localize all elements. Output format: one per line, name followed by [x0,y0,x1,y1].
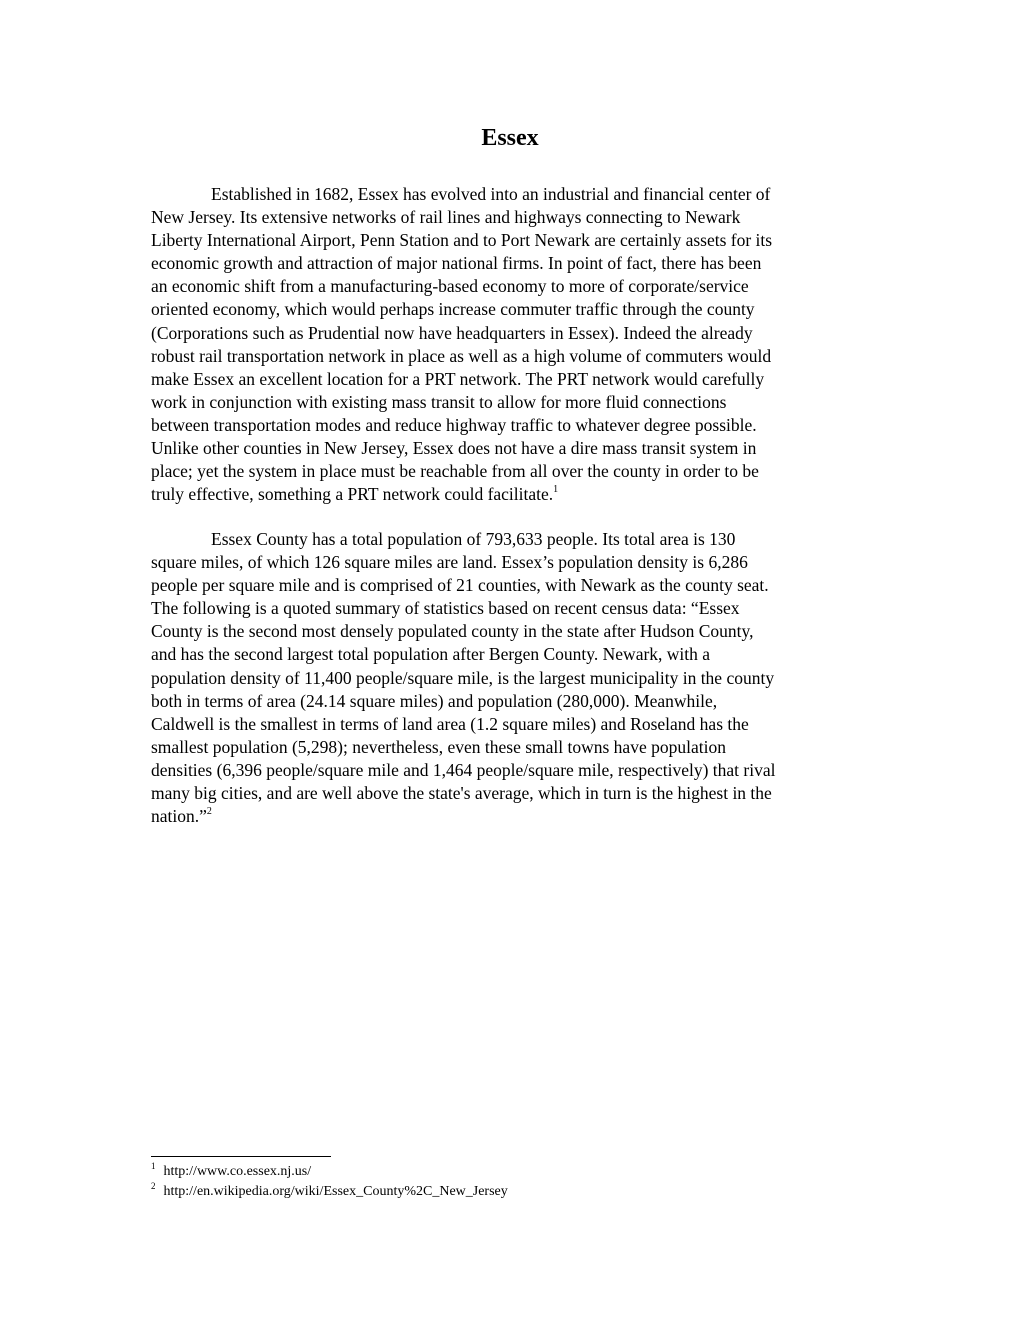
paragraph-line: New Jersey. Its extensive networks of rail lines and highways connecting to Newark [151,207,741,228]
paragraph-line: make Essex an excellent location for a PRT network. The PRT network would carefully [151,368,765,389]
page-title: Essex [481,125,539,151]
paragraph-line: County is the second most densely populated county in the state after Hudson County, [151,621,754,642]
footnote-number: 1 [151,1161,156,1172]
footnote-number: 2 [151,1181,156,1192]
paragraph-line: people per square mile and is comprised of 21 counties, with Newark as the county seat. [151,575,769,596]
paragraph-line: smallest population (5,298); nevertheless, even these small towns have population [151,736,726,757]
paragraph-line: densities (6,396 people/square mile and 1,464 people/square mile, respectively) that rival [151,759,776,780]
footnote-reference-1[interactable]: 1 [553,484,559,496]
paragraph-line: many big cities, and are well above the state's average, which in turn is the highest in the [151,783,772,804]
paragraph-line: Unlike other counties in New Jersey, Essex does not have a dire mass transit system in [151,438,757,459]
paragraph-line: oriented economy, which would perhaps increase commuter traffic through the county [151,299,755,320]
footnote-link[interactable]: http://www.co.essex.nj.us/ [163,1164,312,1179]
footnote-2 [151,1182,867,1202]
footnote-reference-2[interactable]: 2 [206,806,212,818]
paragraph-line: an economic shift from a manufacturing-based economy to more of corporate/service [151,276,749,297]
paragraph-line: Liberty International Airport, Penn Station and to Port Newark are certainly assets for its [151,230,773,251]
paragraph-line: Established in 1682, Essex has evolved into an industrial and financial center of [211,184,771,204]
paragraph-line: both in terms of area (24.14 square miles) and population (280,000). Meanwhile, [151,690,718,711]
paragraph-line: The following is a quoted summary of statistics based on recent census data: “Essex [151,598,740,619]
paragraph-history [151,183,867,506]
paragraph-line: work in conjunction with existing mass transit to allow for more fluid connections [151,391,727,412]
paragraph-line: economic growth and attraction of major national firms. In point of fact, there has been [151,253,762,274]
footnote-link[interactable]: http://en.wikipedia.org/wiki/Essex_County%2C_New_Jersey [163,1184,508,1199]
paragraph-line: Essex County has a total population of 793,633 people. Its total area is 130 [211,529,736,549]
footnote-1 [151,1162,867,1182]
footnotes [151,1162,867,1202]
paragraph-line: between transportation modes and reduce highway traffic to whatever degree possible. [151,414,757,435]
paragraph-line-last [151,483,867,506]
paragraph-statistics [151,528,867,828]
paragraph-line: and has the second largest total population after Bergen County. Newark, with a [151,644,711,665]
paragraph-line-text: nation.” [151,806,207,827]
footnote-separator [151,1156,331,1157]
paragraph-line: robust rail transportation network in place as well as a high volume of commuters would [151,345,772,366]
paragraph-line: Caldwell is the smallest in terms of land area (1.2 square miles) and Roseland has the [151,713,749,734]
paragraph-line-text: truly effective, something a PRT network could facilitate. [151,484,554,505]
paragraph-line-last [151,805,867,828]
paragraph-line: square miles, of which 126 square miles are land. Essex’s population density is 6,286 [151,552,748,573]
paragraph-line: population density of 11,400 people/square mile, is the largest municipality in the county [151,667,775,688]
paragraph-line: place; yet the system in place must be reachable from all over the county in order to be [151,461,759,482]
paragraph-line: (Corporations such as Prudential now have headquarters in Essex). Indeed the already [151,322,753,343]
